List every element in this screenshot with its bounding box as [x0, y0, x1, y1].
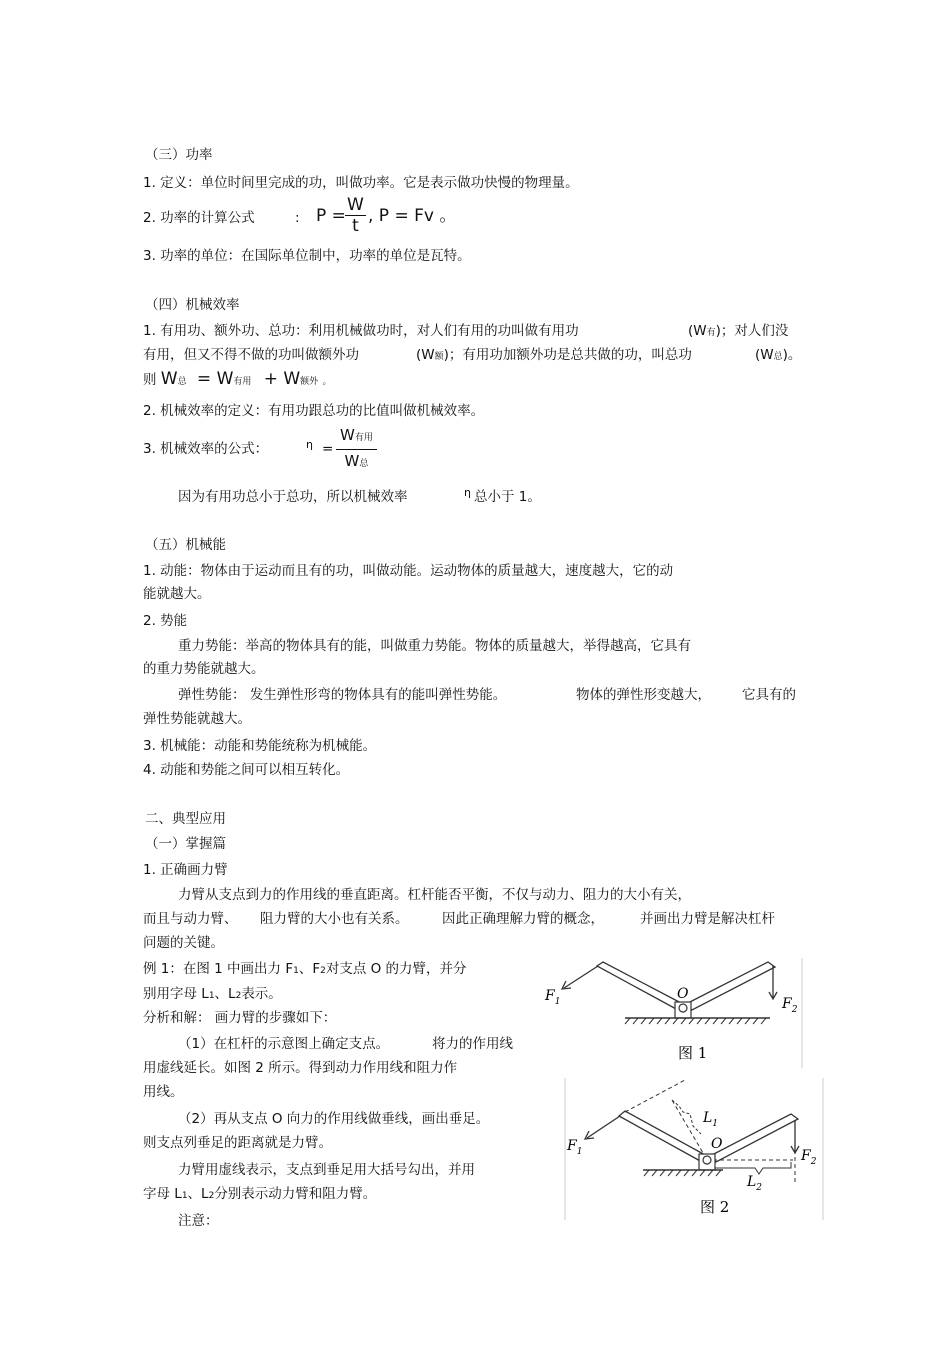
- step3-line2-b: 、L: [187, 1186, 209, 1202]
- example-line1: [143, 960, 467, 980]
- figure-1-o-label: O: [677, 986, 689, 1002]
- step3-line2-a: 字母 L: [143, 1186, 182, 1202]
- kinetic-energy-line2: 能就越大。: [143, 586, 211, 602]
- power-fraction-denominator: t: [352, 216, 359, 236]
- figure-2-f1-arrow: [585, 1116, 620, 1139]
- figure-2-o-label: O: [711, 1136, 723, 1152]
- figure-1-f1-label: $F_1$: [545, 988, 561, 1007]
- efficiency-numerator: [336, 424, 377, 450]
- total-work-symbol: [755, 346, 801, 366]
- work-definitions-line1: 1. 有用功、额外功、总功：利用机械做功时，对人们有用的功叫做有用功: [143, 323, 579, 339]
- efficiency-denominator: [336, 450, 377, 475]
- efficiency-definition: 2. 机械效率的定义：有用功跟总功的比值叫做机械效率。: [143, 403, 485, 419]
- useful-work-symbol: [688, 322, 788, 342]
- work-sum-end: 。: [322, 377, 332, 387]
- work-sum-plus: + W: [263, 369, 301, 389]
- example-line2-b: 、L: [214, 986, 236, 1002]
- figure-2-right-arm: [710, 1114, 798, 1162]
- step3-line2-s1: 1: [181, 1191, 188, 1201]
- lever-arm-para-line3: 问题的关键。: [143, 935, 224, 951]
- efficiency-eq: =: [322, 441, 334, 457]
- lever-arm-para-line1: 力臂从支点到力的作用线的垂直距离。杠杆能否平衡，不仅与动力、阻力的大小有关，: [178, 887, 691, 903]
- figure-1-pivot-pin: [679, 1004, 687, 1012]
- mechanical-energy-def: 3. 机械能：动能和势能统称为机械能。: [143, 738, 377, 754]
- figure-2-ground-hatch: [644, 1170, 721, 1176]
- power-definition: 1. 定义：单位时间里完成的功，叫做功率。它是表示做功快慢的物理量。: [143, 175, 579, 191]
- example-line1-b: 、F: [298, 961, 321, 977]
- step1-line1a: （1）在杠杆的示意图上确定支点。: [178, 1036, 390, 1052]
- figure-2-f2-arrow: [791, 1120, 799, 1153]
- useful-work-w: (W: [688, 323, 707, 339]
- efficiency-fraction: [336, 424, 377, 475]
- elastic-pe-line1c: 它具有的: [742, 687, 796, 703]
- example-line2: [143, 985, 282, 1005]
- power-formula-colon: :: [295, 210, 300, 226]
- elastic-pe-line2: 弹性势能就越大。: [143, 711, 251, 727]
- efficiency-den-w: W: [344, 452, 360, 470]
- example-line1-c: 对支点 O 的力臂，并分: [325, 961, 467, 977]
- example-line1-s1: 1: [293, 966, 299, 976]
- figure-2-l2-label: $L_2$: [747, 1174, 763, 1193]
- example-line2-a: 别用字母 L: [143, 986, 209, 1002]
- example-line1-a: 例 1：在图 1 中画出力 F: [143, 961, 294, 977]
- step1-line3: 用线。: [143, 1084, 184, 1100]
- lever-arm-para-line2c: 因此正确理解力臂的概念，: [442, 911, 604, 927]
- example-line2-s1: 1: [208, 991, 215, 1001]
- figure-1-pivot: [675, 1002, 691, 1018]
- extra-work-sub: 额: [434, 352, 444, 362]
- work-sum-eq: = W: [196, 369, 234, 389]
- step3-line2: [143, 1185, 376, 1205]
- figure-1-f2-label: $F_2$: [782, 996, 798, 1015]
- step3-line2-c: 分别表示动力臂和阻力臂。: [214, 1186, 377, 1202]
- example-line2-s2: 2: [235, 991, 242, 1001]
- figure-2-l1-label: $L_1$: [703, 1110, 719, 1129]
- figure-1-left-arm: [597, 962, 683, 1010]
- work-sum-sub-useful: 有用: [233, 377, 252, 387]
- work-definitions-line2: 有用，但又不得不做的功叫做额外功: [143, 347, 359, 363]
- example-line2-c: 表示。: [241, 986, 282, 1002]
- useful-work-sub: 有: [706, 328, 716, 338]
- gravity-pe-line2: 的重力势能就越大。: [143, 661, 265, 677]
- extra-work-mid: )；有用功加额外功是总共做的功，叫总功: [443, 347, 692, 363]
- lever-arm-para-line2a: 而且与动力臂、: [143, 911, 238, 927]
- elastic-pe-line1a: 弹性势能： 发生弹性形弯的物体具有的能叫弹性势能。: [178, 687, 507, 703]
- useful-work-end: )；对人们没: [715, 323, 789, 339]
- work-sum-w-total: W: [160, 369, 178, 389]
- step1-line2: 用虚线延长。如图 2 所示。得到动力作用线和阻力作: [143, 1060, 458, 1076]
- section-heading-efficiency: （四）机械效率: [145, 297, 240, 313]
- power-formula-p: P =: [316, 206, 346, 226]
- section-heading-applications: 二、典型应用: [145, 811, 226, 827]
- figure-2-lever-diagram: [563, 1078, 827, 1223]
- efficiency-den-sub: 总: [359, 459, 369, 469]
- note-label: 注意：: [178, 1213, 219, 1229]
- power-formula-fv: , P = Fv 。: [368, 206, 457, 226]
- work-sum-formula: [143, 370, 332, 391]
- figure-2-pivot: [699, 1154, 715, 1170]
- figure-1-f2-arrow: [769, 966, 777, 999]
- figure-2-f1-label: $F_1$: [567, 1138, 583, 1157]
- power-fraction: [345, 195, 366, 236]
- efficiency-formula-label: 3. 机械效率的公式：: [143, 441, 269, 457]
- extra-work-symbol: [416, 346, 692, 366]
- step3-line1: 力臂用虚线表示，支点到垂足用大括号勾出，并用: [178, 1162, 475, 1178]
- step1-line1b: 将力的作用线: [432, 1036, 513, 1052]
- figure-1-caption: 图 1: [678, 1044, 708, 1062]
- extra-work-w: (W: [416, 347, 435, 363]
- power-formula-label: 2. 功率的计算公式: [143, 210, 255, 226]
- efficiency-num-w: W: [340, 426, 355, 444]
- figure-2-l1-brace: [672, 1100, 701, 1134]
- efficiency-num-sub: 有用: [354, 433, 373, 443]
- elastic-pe-line1b: 物体的弹性形变越大，: [576, 687, 711, 703]
- efficiency-note-end: 总小于 1。: [474, 489, 541, 505]
- figure-1-f1-arrow: [562, 966, 598, 989]
- figure-1-ground-hatch: [625, 1018, 766, 1024]
- example-line1-s2: 2: [320, 966, 326, 976]
- total-work-w: (W: [755, 347, 774, 363]
- figure-2-caption: 图 2: [700, 1198, 730, 1216]
- item-draw-lever-arm: 1. 正确画力臂: [143, 862, 228, 878]
- work-sum-sub-extra: 额外: [300, 377, 319, 387]
- energy-conversion: 4. 动能和势能之间可以相互转化。: [143, 762, 350, 778]
- efficiency-note-eta: η: [464, 486, 471, 499]
- section-heading-mech-energy: （五）机械能: [145, 537, 226, 553]
- kinetic-energy-line1: 1. 动能：物体由于运动而且有的功，叫做动能。运动物体的质量越大，速度越大，它的动: [143, 563, 674, 579]
- lever-arm-para-line2b: 阻力臂的大小也有关系。: [260, 911, 409, 927]
- potential-energy-item: 2. 势能: [143, 613, 188, 629]
- figure-2-pivot-pin: [703, 1156, 711, 1164]
- section-heading-power: （三）功率: [145, 147, 213, 163]
- efficiency-eta: η: [306, 438, 313, 451]
- subsection-mastery: （一）掌握篇: [145, 836, 226, 852]
- figure-1-right-arm: [686, 962, 775, 1010]
- total-work-end: )。: [782, 347, 802, 363]
- step2-line1: （2）再从支点 O 向力的作用线做垂线，画出垂足。: [178, 1111, 490, 1127]
- analysis-intro: 分析和解： 画力臂的步骤如下：: [143, 1010, 337, 1026]
- step2-line2: 则支点列垂足的距离就是力臂。: [143, 1135, 332, 1151]
- work-sum-sub-total: 总: [177, 377, 187, 387]
- lever-arm-para-line2d: 并画出力臂是解决杠杆: [640, 911, 775, 927]
- step3-line2-s2: 2: [208, 1191, 215, 1201]
- power-fraction-numerator: W: [347, 195, 364, 215]
- total-work-sub: 总: [773, 352, 783, 362]
- power-unit: 3. 功率的单位：在国际单位制中，功率的单位是瓦特。: [143, 248, 471, 264]
- efficiency-note: 因为有用功总小于总功，所以机械效率: [178, 489, 408, 505]
- figure-2-l2-brace: [711, 1162, 791, 1174]
- figure-1-lever-diagram: [540, 958, 805, 1068]
- work-sum-ze: 则: [143, 372, 157, 388]
- figure-2-f2-label: $F_2$: [801, 1148, 817, 1167]
- gravity-pe-line1: 重力势能：举高的物体具有的能，叫做重力势能。物体的质量越大，举得越高，它具有: [178, 638, 691, 654]
